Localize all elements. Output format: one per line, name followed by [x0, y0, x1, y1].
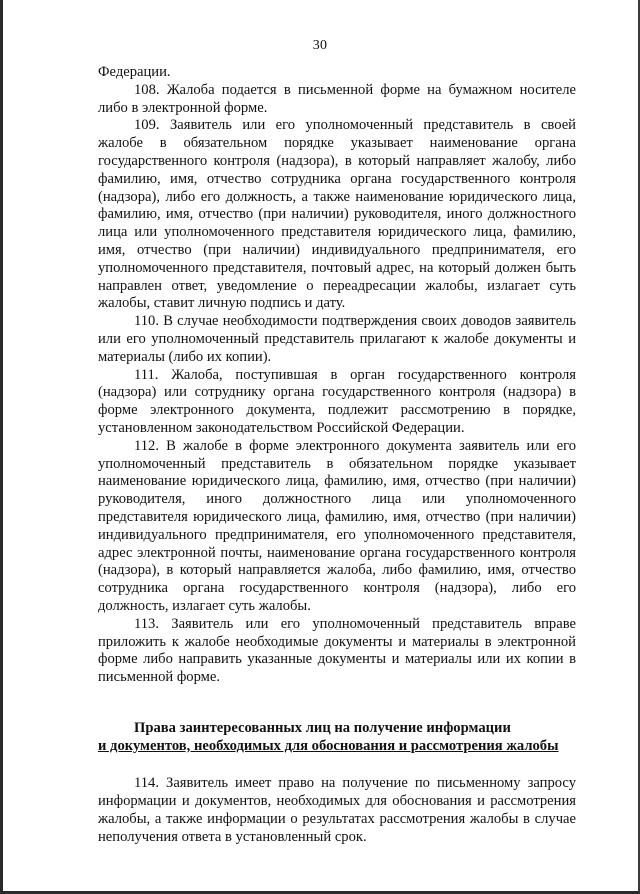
page-number: 30 [312, 38, 328, 53]
section-heading-line-2: и документов, необходимых для обоснования и рассмотрения жалобы [98, 737, 559, 754]
paragraph-112: 112. В жалобе в форме электронного документа заявитель или его уполномоченный представитель в обязательном порядке указывает наименование юридического лица, фамилию, имя, отчество (при наличии) руководителя, иного должностного лица или уполномоченного представителя юридического лица, фамилию, имя, отчество (при наличии) индивидуального предпринимателя, его уполномоченного представителя, адрес электронной почты, наименование органа государственного контроля (надзора), в который направляется жалоба, либо фамилию, имя, отчество сотрудника органа государственного контроля (надзора), либо его должность, излагает суть жалобы. [98, 437, 576, 614]
section-heading-line-1: Права заинтересованных лиц на получение информации [134, 719, 511, 736]
paragraph-113: 113. Заявитель или его уполномоченный представитель вправе приложить к жалобе необходимые документы и материалы в электронной форме либо направить указанные документы и материалы или их копии в письменной форме. [98, 615, 576, 686]
paragraph-108: 108. Жалоба подается в письменной форме на бумажном носителе либо в электронной форме. [98, 81, 576, 116]
paragraph-continuation: Федерации. [98, 64, 171, 80]
document-body [98, 64, 576, 847]
paragraph-114: 114. Заявитель имеет право на получение по письменному запросу информации и документов, необходимых для обоснования и рассмотрения жалобы, а также информации о результатах рассмотрения жалобы в случае неполучения ответа в установленный срок. [98, 775, 576, 845]
section-heading [98, 720, 576, 756]
paragraph-110: 110. В случае необходимости подтверждения своих доводов заявитель или его уполномоченный представитель прилагают к жалобе документы и материалы (либо их копии). [98, 313, 576, 365]
paragraph-109: 109. Заявитель или его уполномоченный представитель в своей жалобе в обязательном порядке указывает наименование органа государственного контроля (надзора), в который направляет жалобу, либо фамилию, имя, отчество сотрудника органа государственного контроля (надзора), либо его должность, а также наименование юридического лица, фамилию, имя, отчество (при наличии) руководителя, иного должностного лица или уполномоченного представителя юридического лица, фамилию, имя, отчество (при наличии) индивидуального предпринимателя, его уполномоченного представителя, почтовый адрес, на который должен быть направлен ответ, уведомление о переадресации жалобы, излагает суть жалобы, ставит личную подпись и дату. [98, 117, 576, 312]
paragraph-111: 111. Жалоба, поступившая в орган государственного контроля (надзора) или сотруднику органа государственного контроля (надзора) в форме электронного документа, подлежит рассмотрению в порядке, установленном законодательством Российской Федерации. [98, 366, 576, 436]
